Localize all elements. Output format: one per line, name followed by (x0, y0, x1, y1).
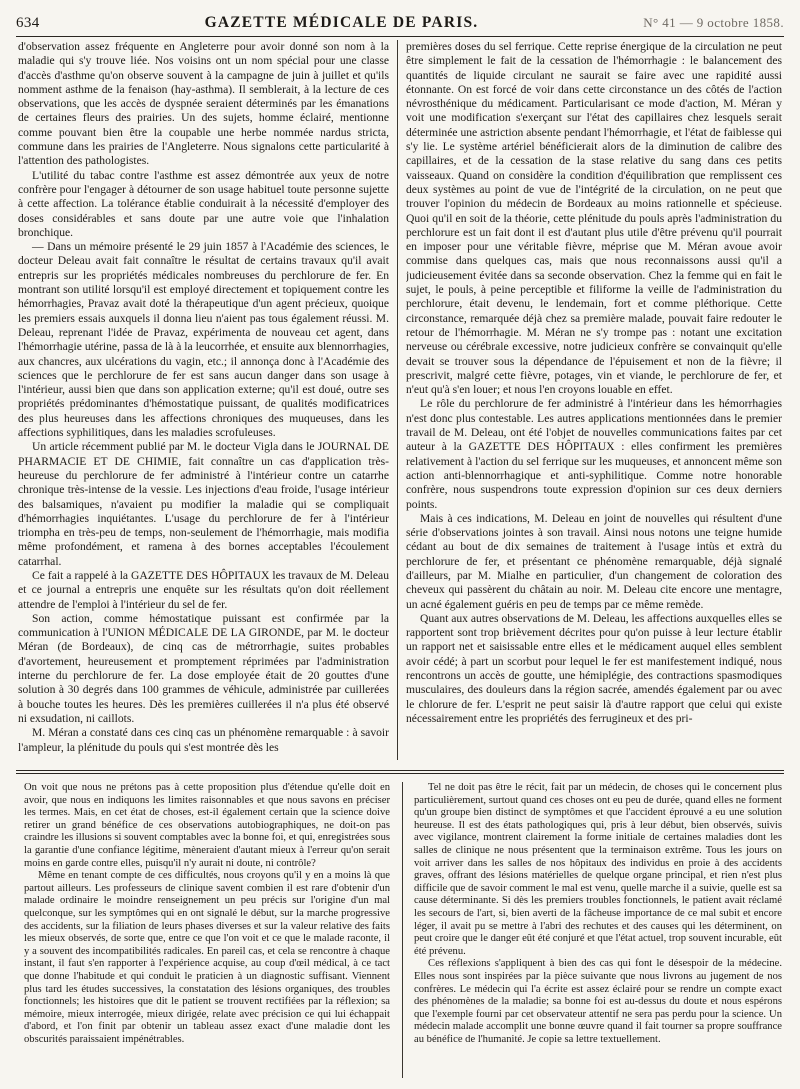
paragraph: — Dans un mémoire présenté le 29 juin 1857 à l'Académie des sciences, le docteur Deleau avait fait connaître le résultat de certains travaux qu'il avait entrepris sur les propriétés médicales nombreuses du perchlorure de fer. En montrant son utilité lorsqu'il est employé directement et topiquement contre les hémorrhagies, Pravaz avait doté la thérapeutique d'un agent précieux, quoique les premiers essais auxquels il donna lieu n'aient pas tous également réussi. M. Deleau, reprenant l'idée de Pravaz, expérimenta de nouveau cet agent, dans l'hémorrhagie utérine, passa de là à la leucorrhée, et ensuite aux blennorrhagies, aux chancres, aux ulcérations du vagin, etc.; il annonça donc à l'Académie des sciences que le perchlorure de fer est sans aucun danger dans son usage à l'intérieur, aussi bien que dans son application externe; qu'il est doué, outre ses propriétés prédominantes d'hémostatique puissant, de qualités modificatrices des plus heureuses dans les affections chroniques des muqueuses, dans les affections syphilitiques, dans les maladies scrofuleuses. (18, 240, 389, 440)
paragraph: Tel ne doit pas être le récit, fait par un médecin, de choses qui le concernent plus particulièrement, surtout quand ces choses ont eu peu de durée, quand elles ne forment qu'un groupe bien distinct de symptômes et que l'accident éprouvé a eu une solution heureuse. Il est des états pathologiques qui, pris à leur début, bien observés, suivis avec vigilance, montrent clairement la forme initiale de certaines maladies dont les salles de clinique ne nous présentent que la terminaison extrême. Tous les jours on voit arriver dans les salles de nos hôpitaux des individus en proie à des accidents graves, offrant des lésions matérielles de quelque organe principal, et rien n'est plus difficile que de savoir comment le mal est venu, quelle marche il a suivie, quelle est sa cause déterminante. Si dès les premiers troubles fonctionnels, le patient avait réclamé les secours de l'art, si, bien averti de la fâcheuse importance de ce mal subit et encore léger, il avait pu se mettre à l'abri des rechutes et des causes qui les déterminent, on peut croire que le danger eût été conjuré et que l'état actuel, trop souvent incurable, eût été prévenu. (414, 782, 782, 957)
paragraph: premières doses du sel ferrique. Cette reprise énergique de la circulation ne peut être simplement le fait de la cessation de l'hémorrhagie : le balancement des quantités de liquide circulant ne saurait se faire avec une rapidité aussi étonnante. On est forcé de voir dans cette circonstance un des côtés de l'action névrosthénique du médicament. Particularisant ce mode d'action, M. Méran y voit une modification s'exerçant sur l'état des capillaires chez lesquels serait déterminée une astriction absente pendant l'hémorrhagie, et l'état de faiblesse qui s'y lie. Le système artériel bénéficierait alors de la diminution de calibre des capillaires, et de la cessation de la stase relative du sang dans ces petits vaisseaux. Quand on considère la condition d'équilibration que remplissent ces deux systèmes au point de vue de l'intégrité de la circulation, on ne peut que trouver l'opinion du médecin de Bordeaux au moins rationnelle et spécieuse. Quoi qu'il en soit de la théorie, cette plénitude du pouls après l'administration du perchlorure est un fait dont il est d'autant plus utile d'être prévenu qu'il pourrait en imposer pour une véritable fièvre, méprise que M. Méran avoue avoir commise dans quelques cas, mais que nous reconnaissons aussi qu'il a judicieusement évitée dans sa seconde observation. Chez la femme qui en fait le sujet, le pouls, à peine perceptible et filiforme la veille de l'administration du perchlorure, était devenu, le lendemain, fort et comme pléthorique. Cette circonstance, remarquée déjà chez sa première malade, pouvait faire redouter le retour de l'hémorrhagie. M. Méran ne s'y trompe pas : notant une excitation nerveuse ou cérébrale excessive, notre judicieux confrère se convainquit qu'elle devait se trouver sous la dépendance de l'épuisement et non de la fièvre; il prescrivit, malgré cette fièvre, potages, vin et viande, le perchlorure de fer, et n'eut qu'à s'en louer; et nous l'en croyons louable en effet. (406, 40, 782, 397)
paragraph: Même en tenant compte de ces difficultés, nous croyons qu'il y en a moins là que partout ailleurs. Les professeurs de clinique savent combien il est rare d'obtenir d'un malade ordinaire le moindre renseignement un peu précis sur l'origine d'un mal quelconque, sur les symptômes qui en ont signalé le début, sur la marche progressive des accidents, sur la filiation de leurs phases diverses et sur la valeur relative des faits les mieux observés, de sorte que, entre ce que l'on voit et ce que le malade raconte, il y a souvent des incompatibilités radicales. En pareil cas, et cela se rencontre à chaque instant, il faut s'en rapporter à l'expérience acquise, au coup d'œil médical, à ce tact que donne l'habitude et qui conduit le praticien à un diagnostic suffisant. Viennent plus tard les études successives, la constatation des lésions organiques, des troubles fonctionnels; les histoires que dit le patient se trouvent rectifiées par la réflexion; sa mémoire, mieux interrogée, mieux dirigée, relate avec précision ce qui lui échappait d'abord, et l'on finit par obtenir un tableau assez exact d'une maladie dont les obscurités paraissaient impénétrables. (24, 870, 390, 1045)
paragraph: Quant aux autres observations de M. Deleau, les affections auxquelles elles se rapportent sont trop brièvement décrites pour qu'on puisse à leur lecture établir un rapport net et saisissable entre elles et le médicament auquel elles semblent avoir cédé; à part un scorbut pour lequel le fer est manifestement indiqué, nous rencontrons un accès de goutte, une hémiplégie, des contractions spasmodiques musculaires, des douleurs dans la région sacrée, amendés également par ou avec le chlorure de fer. L'esprit ne peut saisir là d'autre rapport que celui qui existe nécessairement entre les propriétés des ferrugineux et des pri- (406, 611, 782, 725)
paragraph: L'utilité du tabac contre l'asthme est assez démontrée aux yeux de notre confrère pour l'engager à détourner de son usage habituel toute personne sujette à cette affection. La tolérance établie conduirait à la nécessité d'employer des doses considérables et sans doute par une autre voie que l'inhalation bronchique. (18, 168, 389, 239)
paragraph: M. Méran a constaté dans ces cinq cas un phénomène remarquable : à savoir l'ampleur, la plénitude du pouls qui s'est montrée dès les (18, 726, 389, 754)
paragraph: On voit que nous ne prétons pas à cette proposition plus d'étendue qu'elle doit en avoir, que nous en indiquons les limites raisonnables et que nous savons en préciser les termes. Mais, en cet état de choses, est-il également certain que la science doive retirer un grand bénéfice de ces observations autobiographiques, ne doit-on pas craindre les illusions si souvent comptables avec la bonne foi, et qui, enregistrées sous la garantie d'une confiance légitime, mèneraient d'autant mieux à l'erreur qu'on serait moins en garde contre elles, puisqu'il n'y aurait ni doute, ni contrôle? (24, 782, 390, 869)
paragraph: Ces réflexions s'appliquent à bien des cas qui font le désespoir de la médecine. Elles nous sont inspirées par la pièce suivante que nous livrons au jugement de nos confrères. Le médecin qui l'a écrite est assez éclairé pour se rendre un compte exact des phénomènes de la maladie; sa bonne foi est au-dessus du doute et nous espérons que l'exemple fourni par cet observateur attentif ne sera pas perdu pour la science. Un médecin malade accomplit une bonne œuvre quand il fait tourner sa propre souffrance au bénéfice de l'humanité. Je copie sa lettre textuellement. (414, 958, 782, 1045)
paragraph: Ce fait a rappelé à la GAZETTE DES HÔPITAUX les travaux de M. Deleau et ce journal a entrepris une enquête sur les résultats qu'on doit réellement attendre de l'emploi à l'intérieur du sel de fer. (18, 568, 389, 611)
footnote-column-right (414, 782, 782, 1082)
paragraph: Un article récemment publié par M. le docteur Vigla dans le JOURNAL DE PHARMACIE ET DE CHIMIE, fait connaître un cas d'application très-heureuse du perchlorure de fer administré à l'intérieur contre un catarrhe chronique très-intense de la vessie. Les injections d'eau froide, l'usage intérieur des balsamiques, n'avaient pu modifier la maladie qui se compliquait d'hémorrhagies inquiétantes. L'usage du perchlorure de fer à l'intérieur triompha en très-peu de temps, non-seulement de l'hémorrhagie, mais modifia même profondément, et ramena à des bornes acceptables l'écoulement catarrhal. (18, 440, 389, 568)
paragraph: Le rôle du perchlorure de fer administré à l'intérieur dans les hémorrhagies n'est donc plus contestable. Les autres applications mentionnées dans le premier travail de M. Deleau, ont été l'objet de nouvelles communications faites par cet auteur à la GAZETTE DES HÔPITAUX : elles confirment les premières relativement à l'action du sel ferrique sur les muqueuses, et annoncent même son action anti-blennorrhagique et anti-syphilitique. Comme notre honorable confrère, nous suspendrons toute expression d'opinion sur ces deux derniers points. (406, 397, 782, 511)
paragraph: d'observation assez fréquente en Angleterre pour avoir donné son nom à la maladie qui s'y trouve liée. Nos voisins ont un nom spécial pour une classe d'accès d'asthme qu'on observe souvent à la campagne de juin à juillet et qu'ils nomment asthme de la fenaison (hay-asthma). Il semblerait, à la lecture de ces observations, que les accès de dyspnée seraient déterminés par les émanations de certaines fleurs des prairies. Un des sujets, homme éclairé, mentionne comme pouvant bien être la coupable une herbe nommée nardus stricta, commune dans les prairies de l'Angleterre. Nous signalons cette particularité à l'attention des pathologistes. (18, 40, 389, 168)
footnote-rule (16, 770, 784, 771)
footnote-column-left (24, 782, 390, 1082)
article-column-right (406, 40, 782, 762)
header-rule (16, 36, 784, 37)
footnote-column-divider (402, 782, 403, 1078)
page-number: 634 (16, 15, 40, 31)
page-header (16, 14, 784, 36)
issue-info: N° 41 — 9 octobre 1858. (643, 15, 784, 30)
paragraph: Mais à ces indications, M. Deleau en joint de nouvelles qui résultent d'une série d'observations jointes à son travail. Ainsi nous notons une teigne humide cédant au bout de dix semaines de traitement à l'usage intùs et extrà du perchlorure de fer, et présentant ce phénomène remarquable, déjà signalé d'ailleurs, par M. Mialhe en particulier, d'un changement de coloration des cheveux qui passèrent du châtain au noir. M. Deleau cite encore une mentagre, un acné également guéris en peu de temps par ce même remède. (406, 511, 782, 611)
article-column-left (18, 40, 389, 762)
paragraph: Son action, comme hémostatique puissant est confirmée par la communication à l'UNION MÉDICALE DE LA GIRONDE, par M. le docteur Méran (de Bordeaux), de cinq cas de métrorrhagie, suites probables d'avortement, heureusement et promptement réprimées par l'administration interne du perchlorure de fer. La dose employée était de 20 gouttes d'une solution à 30 degrés dans 100 grammes de véhicule, administrée par cuillerées à bouche toutes les heures. Dès les premières cuillerées il n'a plus été observé ni exsudation, ni caillots. (18, 611, 389, 725)
journal-title: GAZETTE MÉDICALE DE PARIS. (204, 14, 479, 31)
footnote-rule-thin (16, 773, 784, 774)
column-divider (397, 40, 398, 760)
